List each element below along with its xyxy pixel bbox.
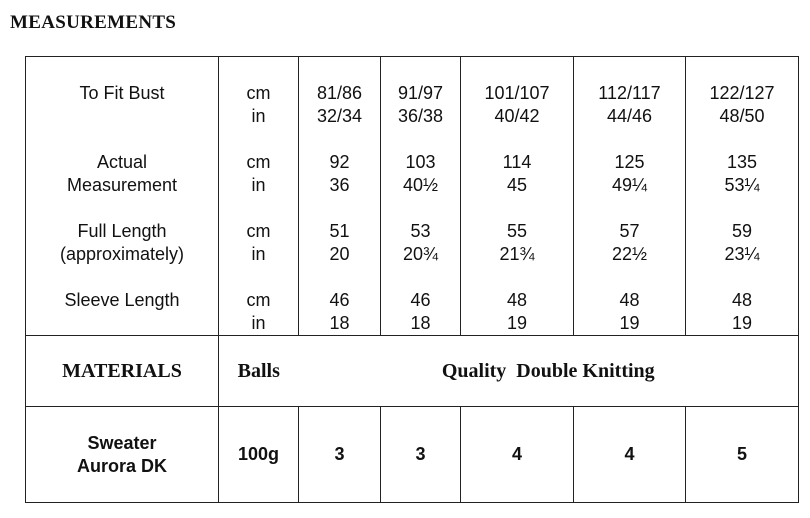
bust-in-value: 36/38 — [397, 106, 444, 126]
sleeve-label: Sleeve Length — [64, 290, 180, 310]
length-cm-value: 51 — [329, 221, 350, 241]
length-label-1: Full Length — [77, 221, 167, 241]
size-col-2 — [381, 57, 461, 336]
size-col-1 — [299, 57, 381, 336]
sleeve-in-value: 19 — [619, 313, 640, 333]
balls-count: 4 — [574, 407, 686, 503]
measurements-row — [26, 57, 799, 336]
actual-in-value: 49¼ — [611, 175, 648, 195]
actual-in-value: 45 — [506, 175, 528, 195]
sleeve-cm-value: 48 — [731, 290, 753, 310]
sleeve-cm-value: 48 — [619, 290, 640, 310]
bust-in-value: 32/34 — [316, 106, 363, 126]
sweater-row — [26, 407, 799, 503]
unit-in: in — [251, 106, 266, 126]
unit-in: in — [251, 313, 266, 333]
actual-cm-value: 135 — [726, 152, 758, 172]
materials-heading: MATERIALS — [26, 336, 219, 407]
length-cm-value: 55 — [506, 221, 528, 241]
length-in-value: 20 — [329, 244, 350, 264]
bust-in-value: 44/46 — [606, 106, 653, 126]
actual-label-2: Measurement — [66, 175, 178, 195]
length-cm-value: 59 — [731, 221, 753, 241]
length-in-value: 20¾ — [402, 244, 439, 264]
balls-count: 4 — [461, 407, 574, 503]
bust-cm-value: 112/117 — [598, 83, 661, 103]
unit-cm: cm — [246, 290, 271, 310]
unit-in: in — [251, 175, 266, 195]
sleeve-cm-value: 46 — [410, 290, 431, 310]
units-cell — [219, 57, 299, 336]
sleeve-in-value: 19 — [506, 313, 528, 333]
yarn-name: Aurora DK — [76, 455, 167, 476]
size-col-5 — [686, 57, 799, 336]
actual-in-value: 36 — [329, 175, 350, 195]
bust-in-value: 40/42 — [494, 106, 540, 126]
actual-label-1: Actual — [96, 152, 148, 172]
measurements-heading: MEASUREMENTS — [10, 12, 177, 33]
yarn-quality: Quality Double Knitting — [299, 336, 799, 407]
length-cm-value: 57 — [619, 221, 640, 241]
actual-cm-value: 92 — [329, 152, 350, 172]
materials-header-row — [26, 336, 799, 407]
balls-label: Balls — [219, 336, 299, 407]
bust-in-value: 48/50 — [719, 106, 765, 126]
sleeve-in-value: 19 — [731, 313, 753, 333]
sleeve-cm-value: 46 — [329, 290, 350, 310]
size-col-4 — [574, 57, 686, 336]
bust-cm-value: 122/127 — [709, 83, 775, 103]
actual-cm-value: 103 — [405, 152, 436, 172]
length-in-value: 21¾ — [499, 244, 535, 264]
bust-cm-value: 81/86 — [316, 83, 363, 103]
balls-count: 3 — [381, 407, 461, 503]
measurement-labels-cell — [26, 57, 219, 336]
bust-cm-value: 101/107 — [484, 83, 550, 103]
actual-cm-value: 114 — [502, 152, 532, 172]
unit-in: in — [251, 244, 266, 264]
bust-cm-value: 91/97 — [397, 83, 444, 103]
bust-label: To Fit Bust — [79, 83, 165, 103]
length-in-value: 23¼ — [724, 244, 760, 264]
balls-count: 5 — [686, 407, 799, 503]
length-label-2: (approximately) — [59, 244, 185, 264]
length-in-value: 22½ — [611, 244, 648, 264]
unit-cm: cm — [246, 152, 271, 172]
ball-weight: 100g — [219, 407, 299, 503]
measurements-table — [25, 56, 799, 503]
actual-in-value: 53¼ — [724, 175, 760, 195]
sleeve-in-value: 18 — [329, 313, 350, 333]
length-cm-value: 53 — [410, 221, 431, 241]
balls-count: 3 — [299, 407, 381, 503]
sleeve-cm-value: 48 — [506, 290, 528, 310]
unit-cm: cm — [246, 221, 271, 241]
actual-cm-value: 125 — [614, 152, 645, 172]
size-col-3 — [461, 57, 574, 336]
sweater-yarn-cell — [26, 407, 219, 503]
actual-in-value: 40½ — [402, 175, 439, 195]
sleeve-in-value: 18 — [410, 313, 431, 333]
unit-cm: cm — [246, 83, 271, 103]
sweater-label: Sweater — [87, 432, 157, 453]
